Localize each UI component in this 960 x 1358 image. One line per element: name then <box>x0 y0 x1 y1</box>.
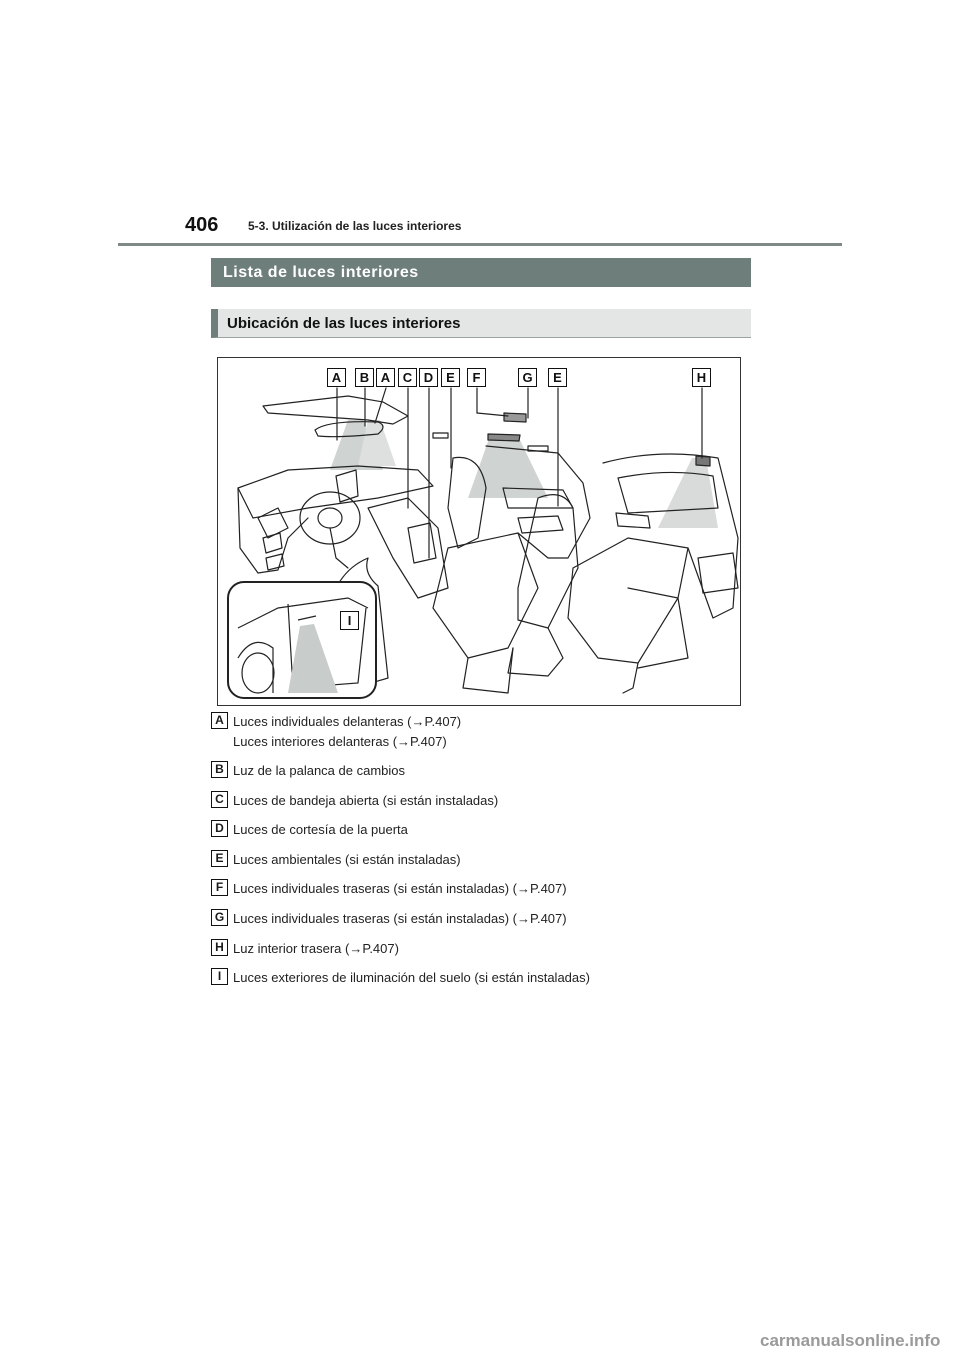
legend-letter: G <box>211 909 228 926</box>
legend-item <box>211 711 771 760</box>
legend-letter: C <box>211 791 228 808</box>
legend-item <box>211 819 771 849</box>
subsection-heading <box>211 309 751 338</box>
legend-text: Luces individuales traseras (si están instaladas) (→P.407) <box>233 881 567 897</box>
legend-text: Luces individuales delanteras (→P.407) <box>233 714 462 729</box>
legend-letter: E <box>211 850 228 867</box>
banner-title: Lista de luces interiores <box>223 263 419 281</box>
legend-item <box>211 878 771 908</box>
header-rule <box>118 243 842 246</box>
interior-lights-illustration <box>217 357 741 706</box>
figure-callout-b: B <box>355 368 374 387</box>
legend-item <box>211 967 771 997</box>
figure-callout-e1: E <box>441 368 460 387</box>
figure-callout-f: F <box>467 368 486 387</box>
legend-letter: F <box>211 879 228 896</box>
subhead-title: Ubicación de las luces interiores <box>227 314 461 332</box>
legend-text: Luces exteriores de iluminación del suelo (si están instaladas) <box>233 970 590 986</box>
legend-text: Luz de la palanca de cambios <box>233 763 406 778</box>
figure-callout-d: D <box>419 368 438 387</box>
legend-letter: H <box>211 939 228 956</box>
section-banner <box>211 258 751 287</box>
figure-callout-c: C <box>398 368 417 387</box>
legend-text: Luces individuales traseras (si están instaladas) (→P.407) <box>233 910 567 926</box>
legend-letter: I <box>211 968 228 985</box>
legend-list <box>211 711 771 997</box>
figure-callout-h: H <box>692 368 711 387</box>
figure-callout-i: I <box>340 611 359 630</box>
figure-callout-e2: E <box>548 368 567 387</box>
section-title: 5-3. Utilización de las luces interiores <box>248 219 462 233</box>
legend-item <box>211 849 771 879</box>
legend-letter: D <box>211 820 228 837</box>
legend-text-secondary: Luces interiores delanteras (→P.407) <box>233 734 447 749</box>
car-interior-drawing <box>218 358 741 706</box>
legend-text: Luces de cortesía de la puerta <box>233 822 408 838</box>
legend-item <box>211 908 771 938</box>
legend-item <box>211 790 771 820</box>
legend-letter: B <box>211 761 228 778</box>
legend-text: Luz interior trasera (→P.407) <box>233 940 399 956</box>
figure-callout-g: G <box>518 368 537 387</box>
watermark: carmanualsonline.info <box>760 1331 941 1350</box>
figure-callout-a2: A <box>376 368 395 387</box>
legend-letter: A <box>211 712 228 729</box>
legend-item <box>211 938 771 968</box>
legend-text: Luces de bandeja abierta (si están instaladas) <box>233 792 499 808</box>
figure-callout-a1: A <box>327 368 346 387</box>
legend-text: Luces ambientales (si están instaladas) <box>233 851 461 867</box>
page-number: 406 <box>185 214 219 236</box>
legend-item <box>211 760 771 790</box>
